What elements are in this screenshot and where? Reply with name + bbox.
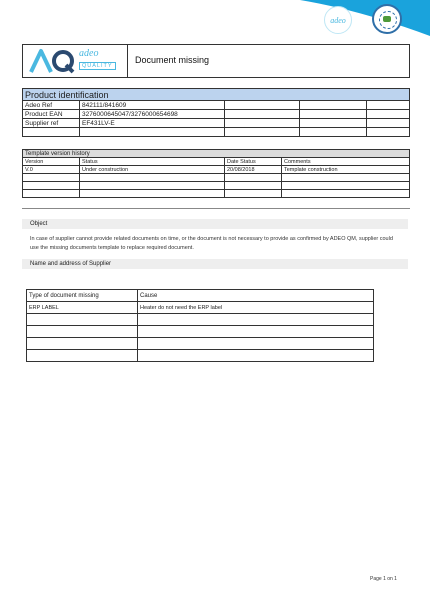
column-header: Cause [138,290,374,302]
table-cell: ERP LABEL [27,302,138,314]
logo-quality-text: QUALITY [79,62,116,70]
table-row [23,174,410,182]
row-value [80,128,225,137]
document-title: Document missing [135,55,210,65]
row-label: Supplier ref [23,119,80,128]
table-row [27,326,374,338]
corner-decoration [0,0,430,36]
table-row [27,350,374,362]
row-label [23,128,80,137]
table-row [23,110,410,119]
adeo-quality-logo [23,45,128,77]
table-row [23,119,410,128]
page-number: Page 1 on 1 [370,576,397,582]
column-header: Type of document missing [27,290,138,302]
table-cell: Template construction [282,166,410,174]
table-cell: Heater do not need the ERP label [138,302,374,314]
table-row [23,101,410,110]
logo-adeo-text: adeo [79,48,99,59]
column-header: Date Status [225,158,282,166]
column-header: Status [80,158,225,166]
table-row [23,128,410,137]
row-label: Product EAN [23,110,80,119]
adeo-logo-icon: adeo [324,6,352,34]
document-header [22,44,410,78]
table-row [27,338,374,350]
object-text: In case of supplier cannot provide related documents on time, or the document is not necessary to provide as confirmed by ADEO QM, supplier could use the missing documents template to replace required document. [30,236,393,251]
section-divider [22,208,410,209]
template-version-table [22,149,410,198]
template-version-title: Template version history [23,150,410,158]
table-cell: Under construction [80,166,225,174]
documents-missing-table [26,289,374,362]
table-header-row [23,158,410,166]
seal-logo-icon [372,4,402,34]
row-label: Adeo Ref [23,101,80,110]
row-value: 842111/841609 [80,101,225,110]
row-value: 3276000645047/3276000654698 [80,110,225,119]
table-cell: 20/08/2018 [225,166,282,174]
table-row [23,190,410,198]
object-heading: Object [22,219,408,229]
table-cell: V.0 [23,166,80,174]
table-row [23,166,410,174]
product-identification-table [22,88,410,137]
table-row [27,302,374,314]
table-header-row [27,290,374,302]
table-row [27,314,374,326]
aq-logo-icon [29,48,75,74]
column-header: Comments [282,158,410,166]
column-header: Version [23,158,80,166]
row-value: EF431LV-E [80,119,225,128]
product-identification-title: Product identification [23,89,410,101]
supplier-heading: Name and address of Supplier [22,259,408,269]
table-row [23,182,410,190]
